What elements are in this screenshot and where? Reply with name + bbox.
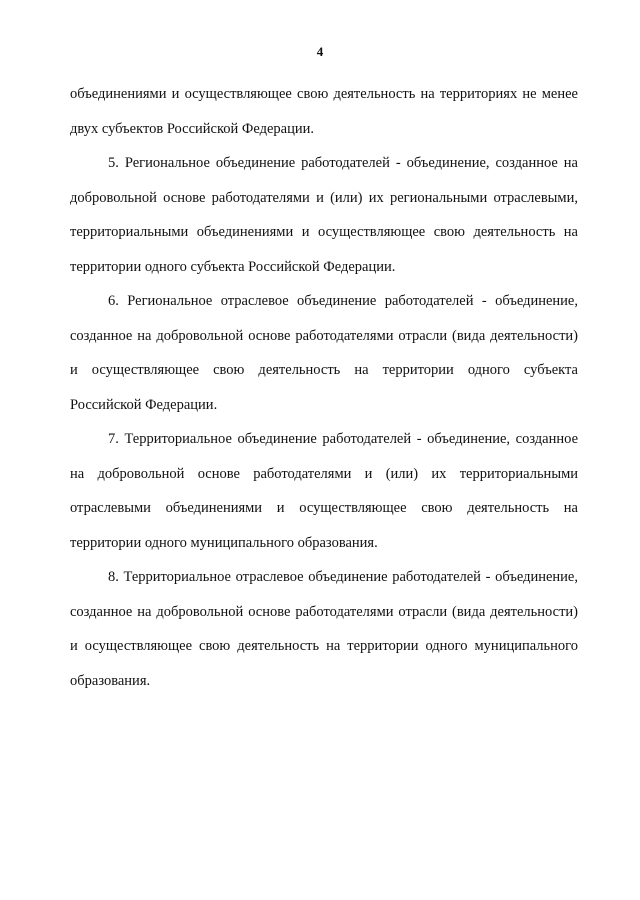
paragraph-item-5: 5. Региональное объединение работодателей - объединение, созданное на добровольной основе работодателями и (или) их региональными отраслевыми, территориальными объединениями и осуществляющее свою деятельность на территории одного субъекта Российской Федерации. [70, 155, 578, 275]
paragraph-item-8: 8. Территориальное отраслевое объединение работодателей - объединение, созданное на добровольной основе работодателями отрасли (вида деятельности) и осуществляющее свою деятельность на территории одного муниципального образования. [70, 569, 578, 689]
paragraph-continuation: объединениями и осуществляющее свою деятельность на территориях не менее двух субъектов Российской Федерации. [70, 86, 578, 137]
paragraph-item-7: 7. Территориальное объединение работодателей - объединение, созданное на добровольной основе работодателями и (или) их территориальными отраслевыми объединениями и осуществляющее свою деятельность на территории одного муниципального образования. [70, 431, 578, 551]
document-body [70, 77, 578, 698]
paragraph-item-6: 6. Региональное отраслевое объединение работодателей - объединение, созданное на добровольной основе работодателями отрасли (вида деятельности) и осуществляющее свою деятельность на территории одного субъекта Российской Федерации. [70, 293, 578, 413]
page-number: 4 [316, 44, 324, 59]
